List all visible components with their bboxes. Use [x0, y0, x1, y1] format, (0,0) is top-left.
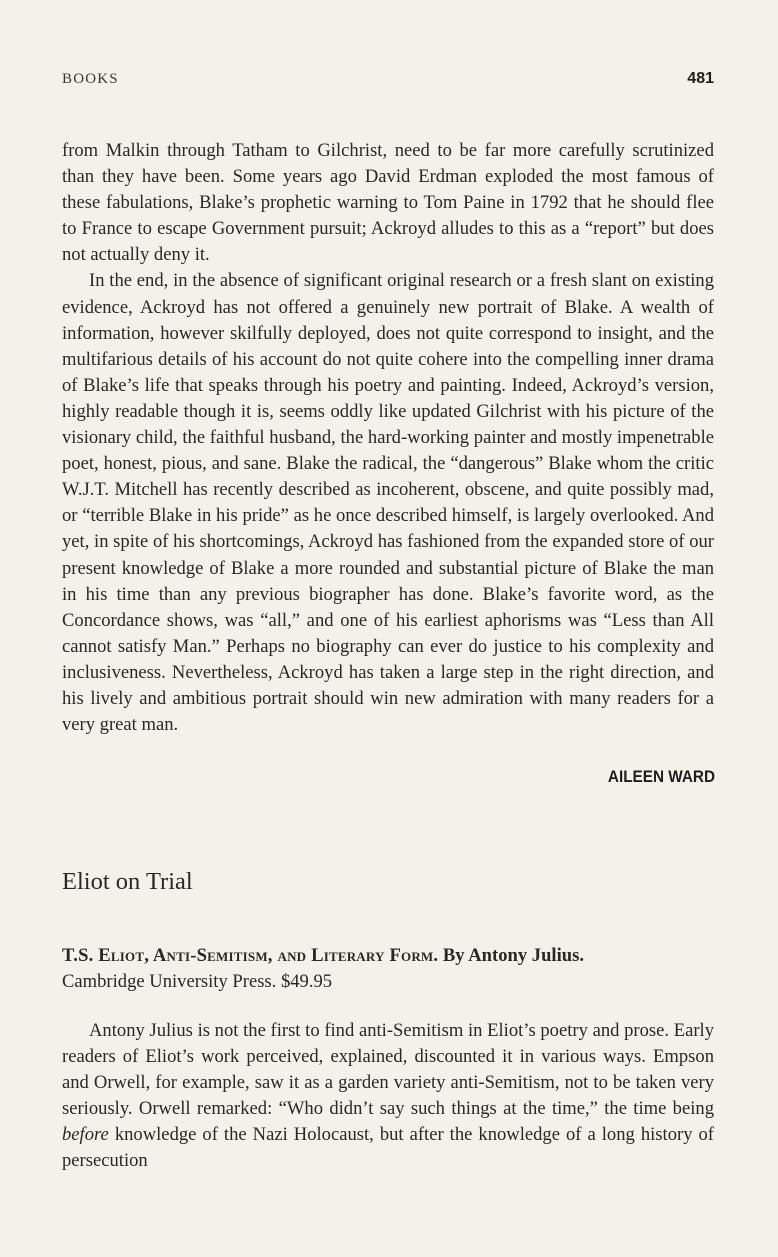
- emphasis: before: [62, 1124, 109, 1145]
- book-author: By Antony Julius.: [442, 945, 584, 966]
- review-title: Eliot on Trial: [62, 868, 193, 895]
- paragraph: from Malkin through Tatham to Gilchrist, need to be far more carefully scrutinized than they have been. Some years ago David Erdman exploded the most famous of these fabulations, Blake’s prophetic warning to Tom Paine in 1792 that he should flee to France to escape Government pursuit; Ackroyd alludes to this as a “report” but does not actually deny it.: [62, 140, 714, 266]
- book-citation: [62, 943, 722, 995]
- book-title: T.S. Eliot, Anti-Semitism, and Literary Form.: [62, 945, 439, 966]
- book-publisher: Cambridge University Press. $49.95: [62, 971, 333, 992]
- paragraph: In the end, in the absence of significant original research or a fresh slant on existing evidence, Ackroyd has not offered a genuinely new portrait of Blake. A wealth of information, however skilfully deployed, does not quite correspond to insight, and the multifarious details of his account do not quite cohere into the compelling inner drama of Blake’s life that speaks through his poetry and painting. Indeed, Ackroyd’s version, highly readable though it is, seems oddly like updated Gilchrist with his picture of the visionary child, the faithful husband, the hard-working painter and mostly impenetrable poet, honest, pious, and sane. Blake the radical, the “dangerous” Blake whom the critic W.J.T. Mitchell has recently described as incoherent, obscene, and quite possibly mad, or “terrible Blake in his pride” as he once described himself, is largely overlooked. And yet, in spite of his shortcomings, Ackroyd has fashioned from the expanded store of our present knowledge of Blake a more rounded and substantial picture of Blake the man in his time than any previous biographer has done. Blake’s favorite word, as the Concordance shows, was “all,” and one of his earliest aphorisms was “Less than All cannot satisfy Man.” Perhaps no biography can ever do justice to his complexity and inclusiveness. Nevertheless, Ackroyd has taken a large step in the right direction, and his lively and ambitious portrait should win new admiration with many readers for a very great man.: [62, 270, 714, 736]
- paragraph-text: knowledge of the Nazi Holocaust, but after the knowledge of a long history of persecution: [62, 1124, 714, 1171]
- reviewer-byline: AILEEN WARD: [607, 767, 715, 786]
- page-number: 481: [687, 70, 714, 87]
- review-body-blake: [62, 138, 714, 738]
- paragraph: [62, 1018, 714, 1174]
- paragraph-text: Antony Julius is not the first to find anti-Semitism in Eliot’s poetry and prose. Early readers of Eliot’s work perceived, explained, discounted it in various ways. Empson and Orwell, for example, saw it as a garden variety anti-Semitism, not to be taken very seriously. Orwell remarked: “Who didn’t say such things at the time,” the time being: [62, 1020, 714, 1119]
- review-body-eliot: [62, 1018, 714, 1174]
- running-head: [62, 70, 714, 88]
- section-name: BOOKS: [62, 71, 119, 87]
